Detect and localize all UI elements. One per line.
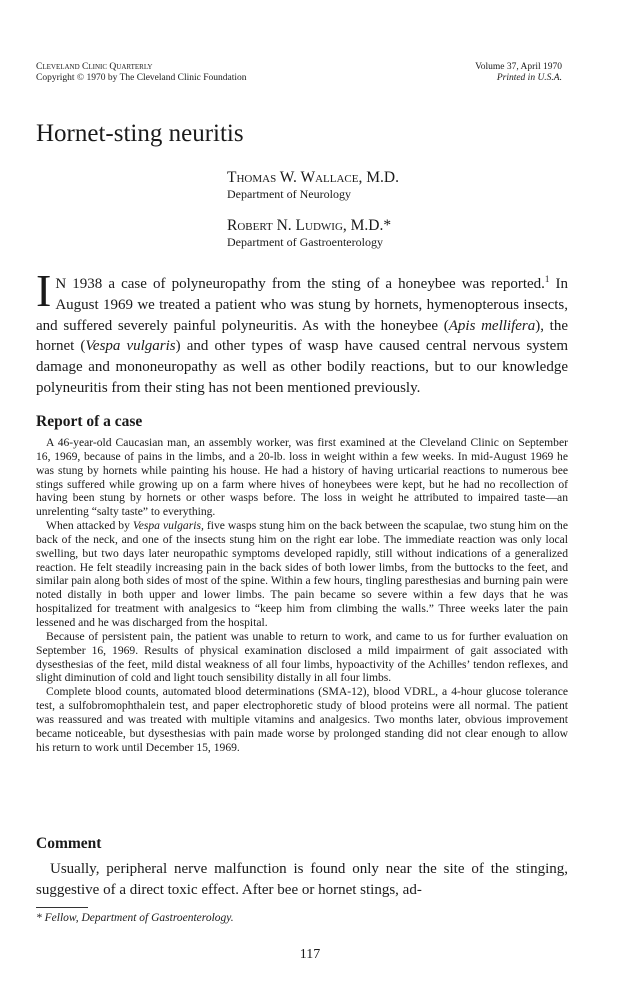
running-header-right xyxy=(475,62,562,84)
author-department: Department of Neurology xyxy=(227,187,351,201)
page-number: 117 xyxy=(299,947,321,962)
report-paragraph: Because of persistent pain, the patient was unable to return to work, and came to us for further evaluation on September 16, 1969. Results of physical examination disclosed a mild impairment of gait associated with dysesthesias of the feet, mild distal weakness of all four limbs, hypoactivity of the Achilles’ tendon reflexes, and slight diminution of cold and light touch sensibility distally in all four limbs. xyxy=(36,629,568,685)
volume-line: Volume 37, April 1970 xyxy=(475,62,562,72)
article-title: Hornet-sting neuritis xyxy=(36,120,244,147)
section-heading-report: Report of a case xyxy=(36,413,143,430)
printed-line: Printed in U.S.A. xyxy=(496,73,562,83)
report-paragraph: Complete blood counts, automated blood determinations (SMA-12), blood VDRL, a 4-hour glucose tolerance test, a sulfobromophthalein test, and paper electrophoretic study of blood proteins were all normal. The patient was reassured and was treated with multiple vitamins and analgesics. Two months later, obvious improvement became noticeable, but dysesthesias with pain made worse by prolonged standing did not clear enough to allow his return to work until December 15, 1969. xyxy=(36,685,568,754)
report-paragraph: A 46-year-old Caucasian man, an assembly worker, was first examined at the Cleveland Clinic on September 16, 1969, because of pains in the limbs, and a 20-lb. loss in weight within a few weeks. In mid-August 1969 he was stung by hornets while painting his house. He had a history of having urticarial reactions to numerous bee stings suffered while growing up on a farm where hives of honeybees were kept, but he had no recollection of having been stung by hornets or other wasps before. The loss in weight he attributed to impaired taste—an unrelenting “salty taste” to everything. xyxy=(36,436,568,519)
footnote: * Fellow, Department of Gastroenterology. xyxy=(36,912,234,924)
species-name: Vespa vulgaris xyxy=(85,338,176,355)
author-department: Department of Gastroenterology xyxy=(227,235,383,249)
author-name: Thomas W. Wallace, M.D. xyxy=(227,169,399,186)
journal-name: Cleveland Clinic Quarterly xyxy=(36,62,153,72)
copyright-line: Copyright © 1970 by The Cleveland Clinic Foundation xyxy=(36,73,247,83)
author-name: Robert N. Ludwig, M.D.* xyxy=(227,217,392,234)
footnote-rule xyxy=(36,907,88,908)
section-heading-comment: Comment xyxy=(36,835,102,852)
comment-paragraph: Usually, peripheral nerve malfunction is found only near the site of the stinging, suggestive of a direct toxic effect. After bee or hornet stings, ad- xyxy=(36,861,568,898)
case-report-body xyxy=(36,436,568,754)
intro-paragraph: I N 1938 a case of polyneuropathy from the sting of a honeybee was reported.$^1$ In August 1969 we treated a patient who was stung by hornets, hymenopterous insects, and suffered severely painful polyneuritis. As with the honeybee (Apis mellifera), the hornet (Vespa vulgaris) and other types of wasp have caused central nervous system damage and mononeuropathy as well as other bodily reactions, but to our knowledge polyneuritis from their sting has not been mentioned previously. xyxy=(36,265,569,396)
drop-cap: I xyxy=(36,265,52,316)
species-name: Vespa vulgaris, xyxy=(132,519,204,533)
reference-marker: 1 xyxy=(544,274,550,284)
report-paragraph: When attacked by Vespa vulgaris, five wasps stung him on the back between the scapulae, two stung him on the back of the neck, and one of the insects stung him on the right ear lobe. The immediate reaction was only local swelling, but two days later neuropathic symptoms developed rapidly, still without indications of a generalized reaction. He felt steadily increasing pain in the back sides of both lower limbs, from the buttocks to the feet, and similar pain along both sides of most of the spine. Within a few hours, tingling paresthesias and burning pain were noted distally in both upper and lower limbs. The pain became so severe within a few days that he was hospitalized for treatment with analgesics to “keep him from climbing the walls.” Three weeks later the pain lessened and he was discharged from the hospital. xyxy=(36,519,568,629)
author-block xyxy=(227,168,567,250)
running-header-left xyxy=(36,62,246,84)
species-name: Apis mellifera xyxy=(448,317,536,334)
